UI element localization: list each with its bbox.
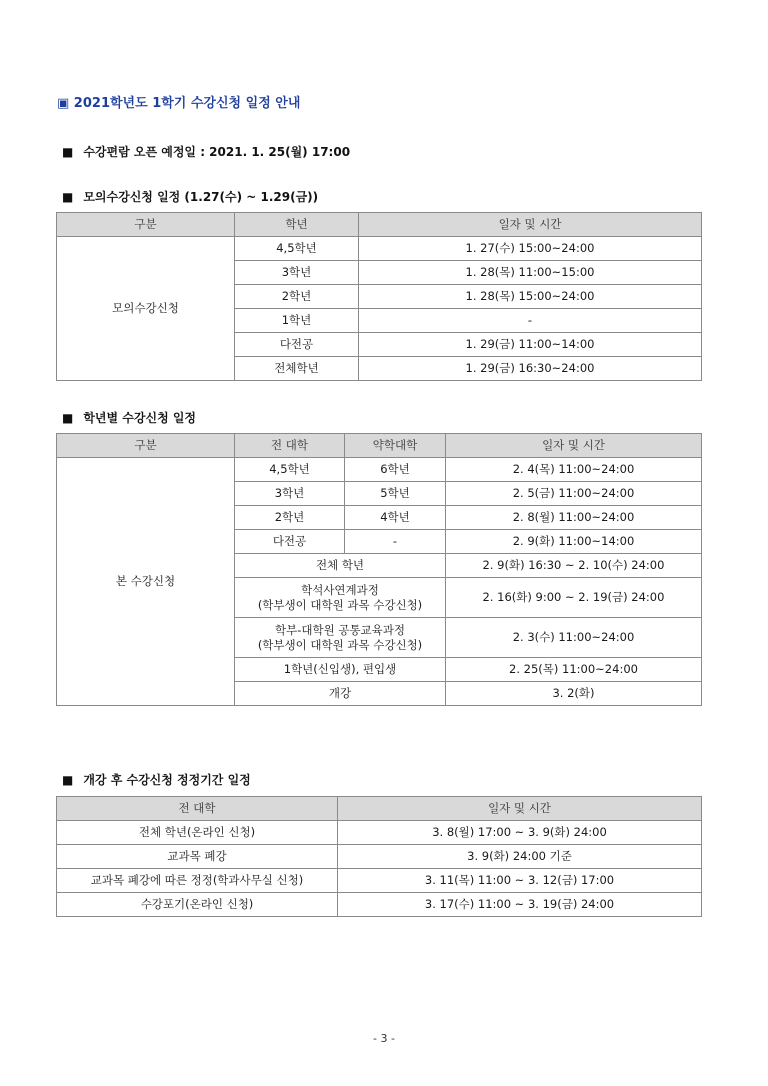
square-bullet-icon: ■ — [62, 773, 74, 787]
page-title: ▣ 2021학년도 1학기 수강신청 일정 안내 — [57, 96, 301, 111]
table-row — [57, 845, 702, 869]
merged-grade-cell — [235, 578, 446, 618]
item-cell: 전체 학년(온라인 신청) — [57, 821, 338, 845]
header-cell: 학년 — [235, 213, 359, 237]
header-cell: 전 대학 — [235, 434, 345, 458]
datetime-cell: 1. 28(목) 15:00~24:00 — [359, 285, 702, 309]
datetime-cell: 3. 8(월) 17:00 ~ 3. 9(화) 24:00 — [338, 821, 702, 845]
datetime-cell: 2. 3(수) 11:00~24:00 — [446, 618, 702, 658]
datetime-cell: 2. 9(화) 16:30 ~ 2. 10(수) 24:00 — [446, 554, 702, 578]
program-name: 학석사연계과정 — [301, 582, 379, 597]
datetime-cell: 1. 29(금) 16:30~24:00 — [359, 357, 702, 381]
table-header-row — [57, 434, 702, 458]
page-number: - 3 - — [373, 1032, 395, 1045]
grade-cell: 다전공 — [235, 530, 345, 554]
grade-cell: 전체학년 — [235, 357, 359, 381]
grade-cell: 2학년 — [235, 506, 345, 530]
adjust-heading — [62, 771, 251, 788]
grade-cell: 4,5학년 — [235, 237, 359, 261]
adjust-heading-text: 개강 후 수강신청 정정기간 일정 — [83, 773, 251, 787]
table-header-row — [57, 213, 702, 237]
mock-heading — [62, 188, 318, 205]
table-row — [57, 237, 702, 261]
datetime-cell: 2. 4(목) 11:00~24:00 — [446, 458, 702, 482]
pharmacy-grade-cell: 6학년 — [345, 458, 446, 482]
square-bullet-icon: ■ — [62, 190, 74, 204]
header-cell: 구분 — [57, 434, 235, 458]
mock-schedule-table — [56, 212, 702, 381]
merged-grade-cell — [235, 618, 446, 658]
datetime-cell: 3. 2(화) — [446, 682, 702, 706]
datetime-cell: 2. 25(목) 11:00~24:00 — [446, 658, 702, 682]
open-notice-text: 수강편람 오픈 예정일 : 2021. 1. 25(월) 17:00 — [83, 145, 351, 159]
grade-cell: 3학년 — [235, 482, 345, 506]
table-row — [57, 458, 702, 482]
datetime-cell: 3. 17(수) 11:00 ~ 3. 19(금) 24:00 — [338, 893, 702, 917]
grade-cell: 2학년 — [235, 285, 359, 309]
datetime-cell: 2. 5(금) 11:00~24:00 — [446, 482, 702, 506]
grade-cell: 1학년 — [235, 309, 359, 333]
program-name: 학부-대학원 공통교육과정 — [274, 622, 405, 637]
table-row — [57, 893, 702, 917]
merged-grade-cell: 1학년(신입생), 편입생 — [235, 658, 446, 682]
pharmacy-grade-cell: - — [345, 530, 446, 554]
main-heading-text: 학년별 수강신청 일정 — [83, 411, 197, 425]
header-cell: 전 대학 — [57, 797, 338, 821]
item-cell: 수강포기(온라인 신청) — [57, 893, 338, 917]
header-cell: 구분 — [57, 213, 235, 237]
program-note: (학부생이 대학원 과목 수강신청) — [257, 597, 423, 612]
main-schedule-table — [56, 433, 702, 706]
program-note: (학부생이 대학원 과목 수강신청) — [257, 637, 423, 652]
datetime-cell: - — [359, 309, 702, 333]
datetime-cell: 1. 27(수) 15:00~24:00 — [359, 237, 702, 261]
item-cell: 교과목 폐강에 따른 정정(학과사무실 신청) — [57, 869, 338, 893]
pharmacy-grade-cell: 5학년 — [345, 482, 446, 506]
square-bullet-icon: ■ — [62, 411, 74, 425]
merged-grade-cell: 전체 학년 — [235, 554, 446, 578]
grade-cell: 4,5학년 — [235, 458, 345, 482]
datetime-cell: 2. 16(화) 9:00 ~ 2. 19(금) 24:00 — [446, 578, 702, 618]
header-cell: 일자 및 시간 — [359, 213, 702, 237]
table-row — [57, 821, 702, 845]
item-cell: 교과목 폐강 — [57, 845, 338, 869]
datetime-cell: 1. 28(목) 11:00~15:00 — [359, 261, 702, 285]
pharmacy-grade-cell: 4학년 — [345, 506, 446, 530]
grade-cell: 3학년 — [235, 261, 359, 285]
header-cell: 일자 및 시간 — [446, 434, 702, 458]
main-heading — [62, 409, 196, 426]
adjust-schedule-table — [56, 796, 702, 917]
mock-heading-text: 모의수강신청 일정 (1.27(수) ~ 1.29(금)) — [83, 190, 319, 204]
datetime-cell: 3. 11(목) 11:00 ~ 3. 12(금) 17:00 — [338, 869, 702, 893]
group-label-cell: 본 수강신청 — [57, 458, 235, 706]
merged-grade-cell: 개강 — [235, 682, 446, 706]
group-label-cell: 모의수강신청 — [57, 237, 235, 381]
table-row — [57, 869, 702, 893]
datetime-cell: 2. 9(화) 11:00~14:00 — [446, 530, 702, 554]
square-bullet-icon: ■ — [62, 145, 74, 159]
header-cell: 일자 및 시간 — [338, 797, 702, 821]
datetime-cell: 2. 8(월) 11:00~24:00 — [446, 506, 702, 530]
header-cell: 약학대학 — [345, 434, 446, 458]
datetime-cell: 1. 29(금) 11:00~14:00 — [359, 333, 702, 357]
grade-cell: 다전공 — [235, 333, 359, 357]
datetime-cell: 3. 9(화) 24:00 기준 — [338, 845, 702, 869]
table-header-row — [57, 797, 702, 821]
open-notice — [62, 143, 350, 160]
